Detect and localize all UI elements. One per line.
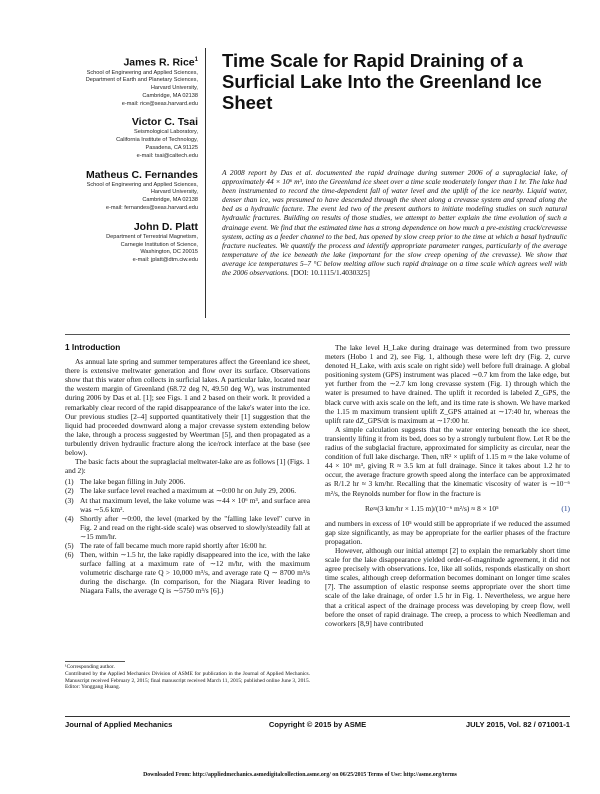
author-affiliation-line: School of Engineering and Applied Sciences, (86, 69, 198, 76)
journal-name: Journal of Applied Mechanics (65, 720, 173, 729)
equation-text: Re≈(3 km/hr × 1.15 m)/(10⁻⁶ m²/s) ≈ 8 × 10⁵ (365, 503, 499, 513)
author-affiliation-line: Cambridge, MA 02138 (142, 92, 198, 99)
author-affiliation-line: Harvard University, (150, 85, 198, 92)
paragraph: However, although our initial attempt [2] to explain the remarkably short time scale for the lake disappearance yielded order-of-magnitude agreement, it did not agree precisely with observations. Ice, like all solids, responds elastically on short time scales, although creep deformation becomes dominant on longer time scales [7]. The assumption of elastic response seems appropriate over the short time scale of the lake drainage, of order 1.5 hr in Fig. 1. Nevertheless, we argue here that a critical aspect of the drainage process was developing by creep flow, well before the onset of rapid drainage. The creep, a process to which Needleman and coworkers [8,9] have contributed (325, 545, 570, 628)
author-2 (70, 116, 198, 160)
paragraph: A simple calculation suggests that the water entering beneath the ice sheet, transiently lifting it from its bed, does so by a strongly turbulent flow. Let R be the radius of the subglacial fracture, approximated for simplicity as circular, near the condition of full lake discharge. Then, πR² × uplift of 1.15 m ≈ the lake volume of 44 × 10⁶ m³, giving R ≈ 3.5 km at full drainage. Since it takes about 1.2 hr to occur, the average fracture growth speed along the interface can be approximated as R/1.2 hr ≈ 3 km/hr. Recalling that the kinematic viscosity of water is ∼10⁻⁶ m²/s, the Reynolds number for flow in the fracture is (325, 424, 570, 498)
abstract (222, 168, 567, 277)
right-paragraphs-continued (325, 519, 570, 628)
list-item (65, 496, 310, 514)
abstract-text: A 2008 report by Das et al. documented the rapid drainage during summer 2006 of a supraglacial lake, of approximately 44 × 10⁶ m³, into the Greenland ice sheet over a time scale moderately longer than 1 hr. The lake had been instrumented to record the time-dependent fall of water level and the uplift of the ice nearby. Liquid water, denser than ice, was presumed to have descended through the sheet along a crevasse system and spread along the bed as a hydraulic facture. The event led two of the present authors to initiate modeling studies on such natural hydraulic fractures. Building on results of those studies, we attempt to better explain the time evolution of such a drainage event. We find that the estimated time has a strong dependence on how much a pre-existing crack/crevasse system, acting as a feeder channel to the bed, has opened by slow creep prior to the time at which a basal hydraulic fracture nucleates. We quantify the process and identify appropriate parameter ranges, particularly of the average temperature of the ice beneath the lake (important for the slow creep opening of the crevasse). We show that average ice temperatures 5–7 °C below melting allow such rapid drainage on a time scale which agrees well with the 2006 observations. (222, 168, 567, 278)
vertical-divider (205, 48, 206, 318)
author-1 (70, 54, 198, 108)
author-affiliation-line: Seismological Laboratory, (134, 129, 198, 136)
list-item (65, 477, 310, 486)
right-paragraphs (325, 343, 570, 498)
author-affiliation-line: School of Engineering and Applied Sciences, (86, 181, 198, 188)
author-affiliation-line: California Institute of Technology, (116, 137, 198, 144)
body-column-right (325, 343, 570, 628)
author-name (70, 169, 198, 182)
author-footnote-mark: 1 (194, 57, 198, 63)
list-text: Shortly after ∼0:00, the level (marked by the "falling lake level" curve in Fig. 2 and read on the right-side scale) was observed to slowly/steadily fall at ∼15 mm/hr. (80, 513, 310, 541)
author-affiliation-line: Washington, DC 20015 (140, 249, 198, 256)
download-notice: Downloaded From: http://appliedmechanics.asmedigitalcollection.asme.org/ on 06/25/2015 Terms of Use: http://asme.org/terms (143, 772, 457, 778)
author-affiliation-line: Department of Terrestrial Magnetism, (106, 233, 198, 240)
paragraph: The lake level H_Lake during drainage was determined from two pressure meters (Hobo 1 and 2), see Fig. 1, although these were left dry (Fig. 2, curve denoted H_Lake, with axis scale on right side) well before full drainage. A global positioning system (GPS) instrument was placed ∼0.7 km from the lake edge, but yet further from the ∼2.7 km long crevasse system (Fig. 1) through which the water is presumed to have drained. The uplift it recorded is labeled Z_GPS, the black curve with axis scale on the left, and its time rate is shown. We have marked the 1.15 m maximum transient uplift Z_GPS attained at ∼17:40 hr, whereas the uplift rate dZ_GPS/dt is maximum at ∼17:00 hr. (325, 343, 570, 425)
intro-paragraphs (65, 357, 310, 475)
author-affiliation-line: Department of Earth and Planetary Sciences, (85, 77, 198, 84)
equation-number[interactable]: (1) (561, 503, 570, 513)
author-name (70, 54, 198, 70)
paragraph: As annual late spring and summer temperatures affect the Greenland ice sheet, there is extensive meltwater generation and flow over its surface. Observations show that this water often collects in surficial lakes. A particular lake, located near the western margin of Greenland (68.72 deg N, 49.50 deg W), was instrumented during 2006 by Das et al. [1]; see Figs. 1 and 2 based on their work. It provided a remarkably clear record of the rapid disappearance of the lake's water into the ice. Our previous studies [2–4] supported quantitatively their [1] suggestion that the liquid had proceeded downward along a major crevasse system extending below the lake, through a process suggested by Weertman [5], and then propagated as a turbulently driven hydraulic fracture along the ice/rock interface at the base (see below). (65, 357, 310, 458)
list-text: Then, within ∼1.5 hr, the lake rapidly disappeared into the ice, with the lake surface falling at a maximum rate of ∼12 m/hr, with the maximum volumetric discharge rate Q > 10,000 m³/s, and average rate Q ∼ 8700 m³/s during the discharge. (In comparison, for the Niagara River leading to Niagara Falls, the average Q is ∼5750 m³/s [6].) (80, 550, 310, 596)
author-affiliation-line: Harvard University, (150, 189, 198, 196)
footnote: ¹Corresponding author. (65, 664, 115, 670)
author-affiliation-line[interactable]: e-mail: rice@seas.harvard.edu (121, 100, 198, 107)
body-column-left (65, 343, 310, 596)
author-affiliation-line: Cambridge, MA 02138 (142, 197, 198, 204)
paper-title: Time Scale for Rapid Draining of a Surficial Lake Into the Greenland Ice Sheet (222, 50, 542, 113)
footnote-rule (65, 661, 125, 662)
footnote: Contributed by the Applied Mechanics Division of ASME for publication in the Journal of Applied Mechanics. Manuscript received February 2, 2015; final manuscript received March 11, 2015; published online June 3, 2015. Editor: Yonggang Huang. (65, 670, 310, 691)
author-block (70, 54, 198, 273)
list-text: The lake surface level reached a maximum at ∼0:00 hr on July 29, 2006. (80, 486, 297, 496)
author-name (70, 221, 198, 234)
page-footer (65, 716, 570, 728)
paragraph: The basic facts about the supraglacial meltwater-lake are as follows [1] (Figs. 1 and 2): (65, 457, 310, 476)
author-3 (70, 169, 198, 213)
list-number: (5) (65, 540, 74, 550)
section-heading: 1 Introduction (65, 342, 121, 352)
list-item (65, 541, 310, 550)
list-text: At that maximum level, the lake volume was ∼44 × 10⁶ m³, and surface area was ∼5.6 km². (80, 495, 310, 514)
list-text: The rate of fall became much more rapid shortly after 16:00 hr. (80, 540, 267, 550)
equation-1 (325, 498, 570, 519)
list-number: (6) (65, 550, 74, 560)
author-affiliation-line: Carnegie Institution of Science, (120, 241, 198, 248)
author-affiliation-line[interactable]: e-mail: fernandes@seas.harvard.edu (105, 205, 198, 212)
doi[interactable]: [DOI: 10.1115/1.4030325] (291, 268, 370, 278)
author-name-text: Victor C. Tsai (131, 116, 198, 129)
footnotes (65, 664, 310, 691)
horizontal-divider (65, 334, 570, 335)
list-number: (4) (65, 513, 74, 523)
issue-page: JULY 2015, Vol. 82 / 071001-1 (465, 720, 570, 729)
author-affiliation-line[interactable]: e-mail: tsai@caltech.edu (136, 152, 198, 159)
author-name-text: Matheus C. Fernandes (85, 168, 198, 181)
author-4 (70, 221, 198, 265)
author-name-text: James R. Rice (123, 56, 195, 69)
copyright: Copyright © 2015 by ASME (268, 720, 367, 729)
list-item (65, 486, 310, 495)
list-number: (2) (65, 486, 74, 496)
list-number: (1) (65, 477, 74, 487)
author-name (70, 116, 198, 129)
list-number: (3) (65, 495, 74, 505)
author-affiliation-line[interactable]: e-mail: jplatt@dtm.ciw.edu (132, 257, 198, 264)
author-affiliation-line: Pasadena, CA 91125 (145, 145, 198, 152)
author-name-text: John D. Platt (133, 220, 198, 233)
paragraph: and numbers in excess of 10⁵ would still be appropriate if we reduced the assumed gap size significantly, as may be appropriate for the earlier phases of the fracture propagation. (325, 518, 570, 546)
list-text: The lake began filling in July 2006. (80, 477, 186, 487)
facts-list (65, 477, 310, 595)
list-item (65, 514, 310, 541)
list-item (65, 550, 310, 595)
